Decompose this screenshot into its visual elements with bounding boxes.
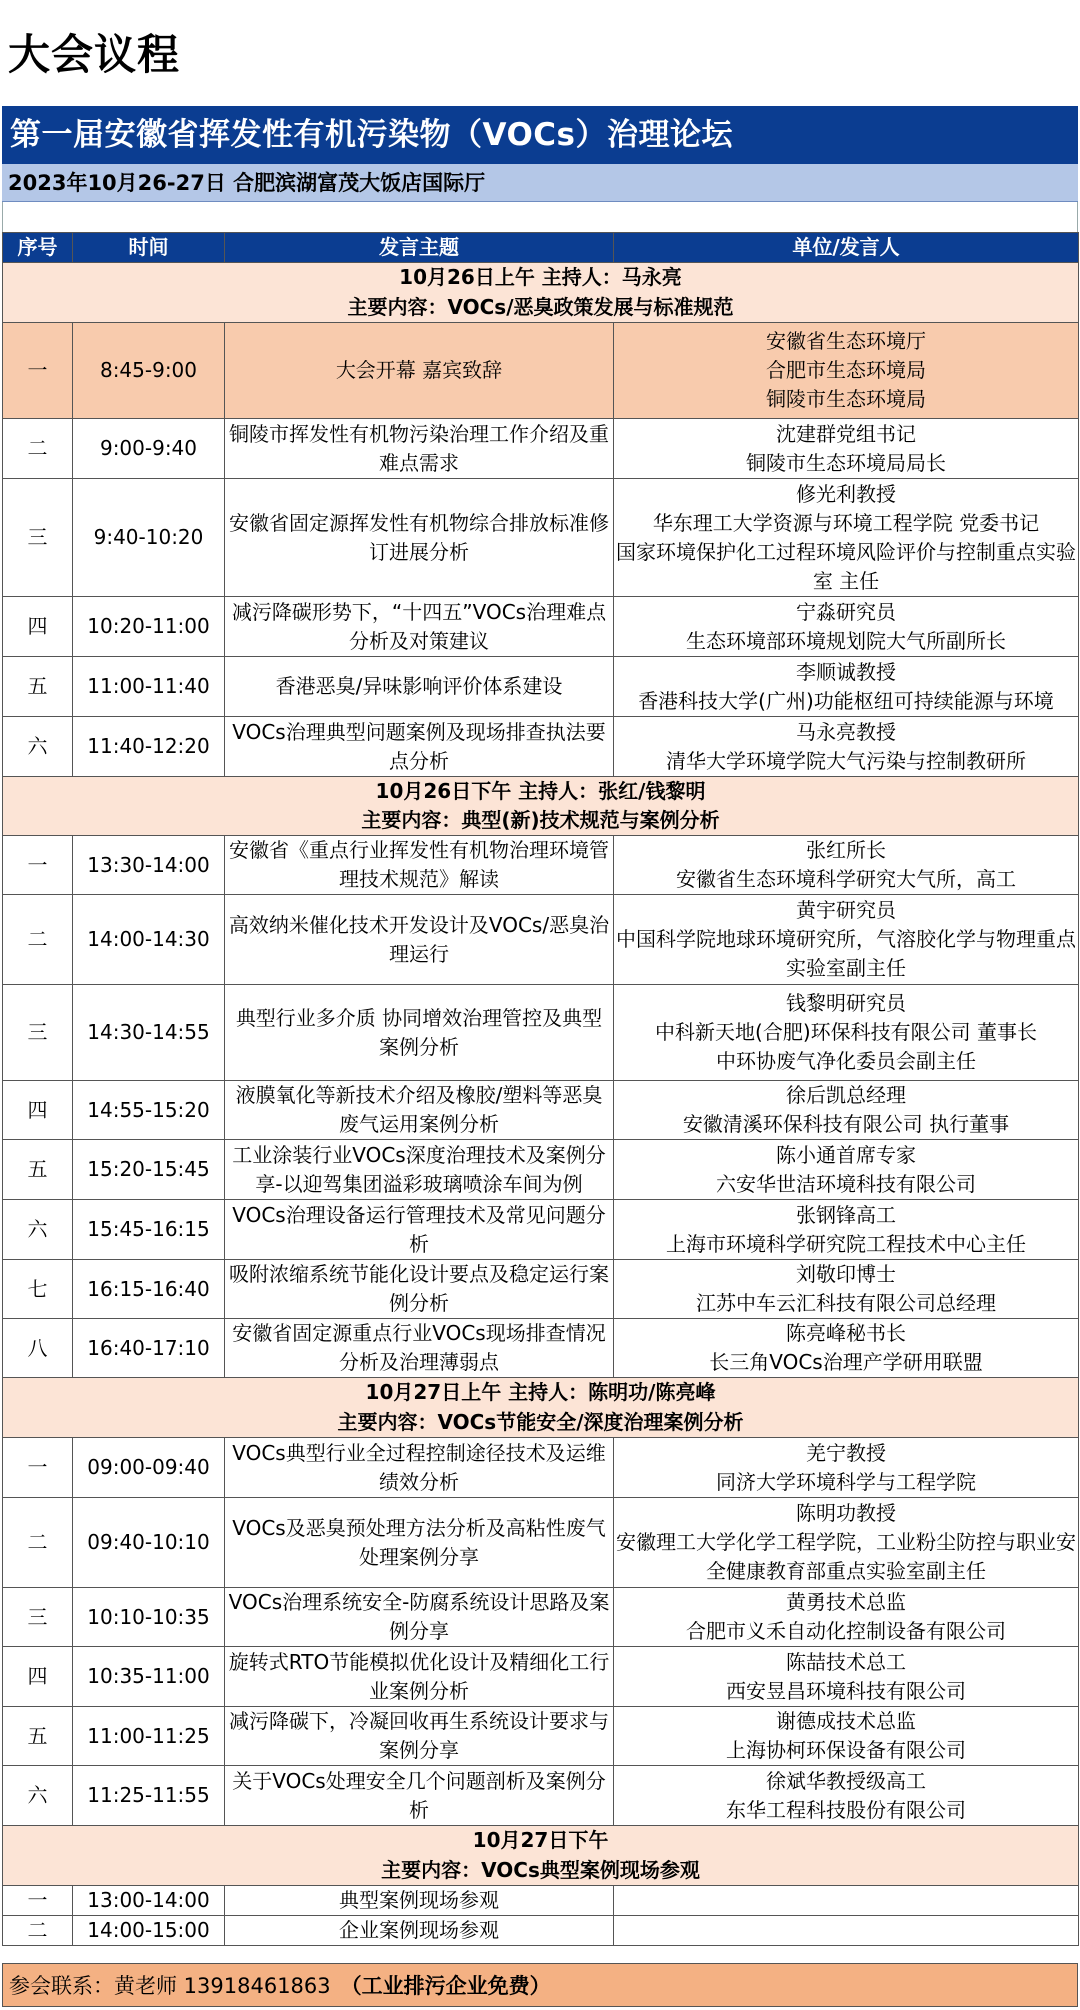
row-time: 15:45-16:15 <box>73 1200 225 1260</box>
row-topic: 典型案例现场参观 <box>225 1886 614 1916</box>
speaker-line: 李顺诚教授 <box>796 659 896 684</box>
session-content: 主要内容：典型(新)技术规范与案例分析 <box>3 806 1079 836</box>
row-number: 三 <box>3 479 73 597</box>
row-topic: 关于VOCs处理安全几个问题剖析及案例分析 <box>225 1766 614 1826</box>
speaker-line: 六安华世洁环境科技有限公司 <box>716 1171 976 1196</box>
row-speaker <box>614 1260 1079 1319</box>
agenda-row <box>3 1707 1079 1766</box>
row-time: 14:30-14:55 <box>73 985 225 1081</box>
speaker-line: 西安昱昌环境科技有限公司 <box>726 1678 966 1703</box>
row-time: 16:15-16:40 <box>73 1260 225 1319</box>
speaker-line: 同济大学环境科学与工程学院 <box>716 1469 976 1494</box>
agenda-body <box>3 263 1079 1946</box>
speaker-line: 合肥市生态环境局 <box>766 358 926 382</box>
agenda-row <box>3 419 1079 479</box>
session-content-row <box>3 1856 1079 1886</box>
speaker-line: 安徽清溪环保科技有限公司 执行董事 <box>682 1112 1010 1136</box>
row-topic: 安徽省固定源重点行业VOCs现场排查情况分析及治理薄弱点 <box>225 1319 614 1378</box>
row-topic: VOCs及恶臭预处理方法分析及高粘性废气处理案例分享 <box>225 1498 614 1588</box>
header-time: 时间 <box>73 233 225 263</box>
speaker-line: 陈小通首席专家 <box>776 1142 916 1167</box>
agenda-row <box>3 985 1079 1081</box>
row-topic: VOCs治理系统安全-防腐系统设计思路及案例分享 <box>225 1588 614 1647</box>
agenda-row <box>3 1319 1079 1378</box>
row-time: 9:40-10:20 <box>73 479 225 597</box>
speaker-line: 铜陵市生态环境局局长 <box>746 450 946 475</box>
speaker-line: 钱黎明研究员 <box>786 991 906 1015</box>
session-title-row <box>3 777 1079 807</box>
row-topic: 铜陵市挥发性有机物污染治理工作介绍及重难点需求 <box>225 419 614 479</box>
row-number: 二 <box>3 895 73 985</box>
session-title-row <box>3 1378 1079 1408</box>
row-number: 五 <box>3 1707 73 1766</box>
session-content: 主要内容：VOCs/恶臭政策发展与标准规范 <box>3 293 1079 323</box>
speaker-line: 黄勇技术总监 <box>786 1590 906 1614</box>
header-no: 序号 <box>3 233 73 263</box>
agenda-row <box>3 1200 1079 1260</box>
row-time: 11:00-11:25 <box>73 1707 225 1766</box>
row-time: 13:00-14:00 <box>73 1886 225 1916</box>
row-speaker <box>614 1081 1079 1140</box>
row-speaker <box>614 419 1079 479</box>
row-topic: 香港恶臭/异味影响评价体系建设 <box>225 657 614 717</box>
row-speaker <box>614 1498 1079 1588</box>
row-time: 09:40-10:10 <box>73 1498 225 1588</box>
speaker-line: 刘敬印博士 <box>796 1262 896 1286</box>
row-number: 五 <box>3 657 73 717</box>
header-row <box>3 233 1079 263</box>
speaker-line: 中环协废气净化委员会副主任 <box>716 1049 976 1073</box>
row-number: 四 <box>3 1647 73 1707</box>
forum-banner: 第一届安徽省挥发性有机污染物（VOCs）治理论坛 <box>2 106 1078 164</box>
session-content-row <box>3 293 1079 323</box>
speaker-line: 修光利教授 <box>796 481 896 506</box>
row-topic: 高效纳米催化技术开发设计及VOCs/恶臭治理运行 <box>225 895 614 985</box>
agenda-row <box>3 1766 1079 1826</box>
row-topic: 安徽省《重点行业挥发性有机物治理环境管理技术规范》解读 <box>225 836 614 895</box>
speaker-line: 张红所长 <box>806 838 886 862</box>
row-number: 二 <box>3 1916 73 1946</box>
row-time: 16:40-17:10 <box>73 1319 225 1378</box>
agenda-row <box>3 323 1079 419</box>
session-content-row <box>3 1408 1079 1438</box>
header-org: 单位/发言人 <box>614 233 1079 263</box>
row-speaker <box>614 1319 1079 1378</box>
row-speaker <box>614 1886 1079 1916</box>
agenda-row <box>3 597 1079 657</box>
row-speaker <box>614 657 1079 717</box>
row-number: 六 <box>3 1200 73 1260</box>
agenda-row <box>3 1438 1079 1498</box>
agenda-table <box>2 232 1079 1946</box>
row-speaker <box>614 1140 1079 1200</box>
row-topic: VOCs典型行业全过程控制途径技术及运维绩效分析 <box>225 1438 614 1498</box>
speaker-line: 陈喆技术总工 <box>786 1649 906 1674</box>
row-speaker <box>614 895 1079 985</box>
speaker-line: 陈亮峰秘书长 <box>786 1321 906 1345</box>
row-number: 三 <box>3 985 73 1081</box>
row-time: 8:45-9:00 <box>73 323 225 419</box>
session-content: 主要内容：VOCs节能安全/深度治理案例分析 <box>3 1408 1079 1438</box>
agenda-row <box>3 1647 1079 1707</box>
speaker-line: 羌宁教授 <box>806 1440 886 1465</box>
speaker-line: 徐斌华教授级高工 <box>766 1768 926 1793</box>
row-topic: 减污降碳形势下，“十四五”VOCs治理难点分析及对策建议 <box>225 597 614 657</box>
session-title-row <box>3 1826 1079 1856</box>
row-speaker <box>614 597 1079 657</box>
speaker-line: 宁淼研究员 <box>796 599 896 624</box>
row-topic: 大会开幕 嘉宾致辞 <box>225 323 614 419</box>
row-speaker <box>614 1588 1079 1647</box>
speaker-line: 清华大学环境学院大气污染与控制教研所 <box>666 748 1026 773</box>
row-number: 七 <box>3 1260 73 1319</box>
speaker-line: 中国科学院地球环境研究所，气溶胶化学与物理重点实验室副主任 <box>616 927 1076 980</box>
spacer-row <box>2 202 1078 232</box>
speaker-line: 长三角VOCs治理产学研用联盟 <box>709 1350 983 1374</box>
row-number: 三 <box>3 1588 73 1647</box>
agenda-row <box>3 1498 1079 1588</box>
agenda-row <box>3 1916 1079 1946</box>
contact-bar <box>2 1963 1078 2007</box>
speaker-line: 合肥市义禾自动化控制设备有限公司 <box>686 1619 1006 1643</box>
speaker-line: 东华工程科技股份有限公司 <box>726 1797 966 1822</box>
row-number: 一 <box>3 1438 73 1498</box>
session-title: 10月27日上午 主持人：陈明功/陈亮峰 <box>3 1378 1079 1408</box>
row-time: 11:25-11:55 <box>73 1766 225 1826</box>
speaker-line: 黄宇研究员 <box>796 898 896 922</box>
agenda-row <box>3 1886 1079 1916</box>
row-topic: 液膜氧化等新技术介绍及橡胶/塑料等恶臭废气运用案例分析 <box>225 1081 614 1140</box>
row-number: 五 <box>3 1140 73 1200</box>
row-speaker <box>614 1438 1079 1498</box>
agenda-row <box>3 717 1079 777</box>
row-time: 10:35-11:00 <box>73 1647 225 1707</box>
row-number: 二 <box>3 1498 73 1588</box>
row-time: 11:40-12:20 <box>73 717 225 777</box>
row-speaker <box>614 1200 1079 1260</box>
header-topic: 发言主题 <box>225 233 614 263</box>
row-number: 一 <box>3 836 73 895</box>
row-number: 一 <box>3 323 73 419</box>
row-topic: 工业涂装行业VOCs深度治理技术及案例分享-以迎驾集团溢彩玻璃喷涂车间为例 <box>225 1140 614 1200</box>
speaker-line: 上海协柯环保设备有限公司 <box>726 1738 966 1762</box>
row-number: 一 <box>3 1886 73 1916</box>
row-topic: 吸附浓缩系统节能化设计要点及稳定运行案例分析 <box>225 1260 614 1319</box>
speaker-line: 徐后凯总经理 <box>786 1083 906 1107</box>
speaker-line: 马永亮教授 <box>796 719 896 744</box>
speaker-line: 上海市环境科学研究院工程技术中心主任 <box>666 1231 1026 1256</box>
row-speaker <box>614 717 1079 777</box>
row-number: 六 <box>3 1766 73 1826</box>
row-time: 9:00-9:40 <box>73 419 225 479</box>
row-speaker <box>614 1766 1079 1826</box>
speaker-line: 铜陵市生态环境局 <box>766 387 926 411</box>
speaker-line: 江苏中车云汇科技有限公司总经理 <box>696 1291 996 1315</box>
row-topic: VOCs治理设备运行管理技术及常见问题分析 <box>225 1200 614 1260</box>
agenda-row <box>3 1260 1079 1319</box>
agenda-row <box>3 1588 1079 1647</box>
session-title: 10月26日上午 主持人：马永亮 <box>3 263 1079 293</box>
row-speaker <box>614 1647 1079 1707</box>
speaker-line: 香港科技大学(广州)功能枢纽可持续能源与环境 <box>638 688 1054 713</box>
row-number: 二 <box>3 419 73 479</box>
row-topic: 企业案例现场参观 <box>225 1916 614 1946</box>
date-venue: 2023年10月26-27日 合肥滨湖富茂大饭店国际厅 <box>2 164 1078 202</box>
row-speaker <box>614 1916 1079 1946</box>
row-speaker <box>614 985 1079 1081</box>
agenda-row <box>3 836 1079 895</box>
row-time: 13:30-14:00 <box>73 836 225 895</box>
speaker-line: 华东理工大学资源与环境工程学院 党委书记 <box>652 510 1040 535</box>
session-title: 10月26日下午 主持人：张红/钱黎明 <box>3 777 1079 807</box>
contact-note: （工业排污企业免费） <box>340 1974 551 1998</box>
speaker-line: 谢德成技术总监 <box>776 1709 916 1733</box>
row-speaker <box>614 479 1079 597</box>
row-time: 15:20-15:45 <box>73 1140 225 1200</box>
row-number: 四 <box>3 1081 73 1140</box>
row-number: 六 <box>3 717 73 777</box>
row-time: 09:00-09:40 <box>73 1438 225 1498</box>
row-time: 10:20-11:00 <box>73 597 225 657</box>
row-time: 14:55-15:20 <box>73 1081 225 1140</box>
agenda-row <box>3 1140 1079 1200</box>
agenda-row <box>3 1081 1079 1140</box>
row-topic: VOCs治理典型问题案例及现场排查执法要点分析 <box>225 717 614 777</box>
speaker-line: 安徽省生态环境厅 <box>766 329 926 353</box>
row-number: 四 <box>3 597 73 657</box>
page-title: 大会议程 <box>8 30 181 79</box>
row-time: 14:00-15:00 <box>73 1916 225 1946</box>
agenda-row <box>3 657 1079 717</box>
speaker-line: 陈明功教授 <box>796 1501 896 1525</box>
speaker-line: 张钢锋高工 <box>796 1202 896 1227</box>
row-speaker <box>614 323 1079 419</box>
speaker-line: 安徽省生态环境科学研究大气所，高工 <box>676 867 1016 891</box>
session-title: 10月27日下午 <box>3 1826 1079 1856</box>
speaker-line: 安徽理工大学化学工程学院，工业粉尘防控与职业安全健康教育部重点实验室副主任 <box>616 1530 1076 1583</box>
row-topic: 安徽省固定源挥发性有机物综合排放标准修订进展分析 <box>225 479 614 597</box>
contact-text: 参会联系：黄老师 13918461863 <box>9 1974 331 1998</box>
speaker-line: 国家环境保护化工过程环境风险评价与控制重点实验室 主任 <box>616 539 1076 593</box>
row-topic: 减污降碳下，冷凝回收再生系统设计要求与案例分享 <box>225 1707 614 1766</box>
session-title-row <box>3 263 1079 293</box>
agenda-row <box>3 895 1079 985</box>
row-topic: 旋转式RTO节能模拟优化设计及精细化工行业案例分析 <box>225 1647 614 1707</box>
session-content: 主要内容：VOCs典型案例现场参观 <box>3 1856 1079 1886</box>
speaker-line: 沈建群党组书记 <box>776 421 916 446</box>
row-time: 10:10-10:35 <box>73 1588 225 1647</box>
row-number: 八 <box>3 1319 73 1378</box>
row-speaker <box>614 1707 1079 1766</box>
row-topic: 典型行业多介质 协同增效治理管控及典型案例分析 <box>225 985 614 1081</box>
agenda-row <box>3 479 1079 597</box>
row-time: 11:00-11:40 <box>73 657 225 717</box>
row-speaker <box>614 836 1079 895</box>
speaker-line: 生态环境部环境规划院大气所副所长 <box>686 628 1006 653</box>
speaker-line: 中科新天地(合肥)环保科技有限公司 董事长 <box>655 1020 1037 1044</box>
row-time: 14:00-14:30 <box>73 895 225 985</box>
session-content-row <box>3 806 1079 836</box>
